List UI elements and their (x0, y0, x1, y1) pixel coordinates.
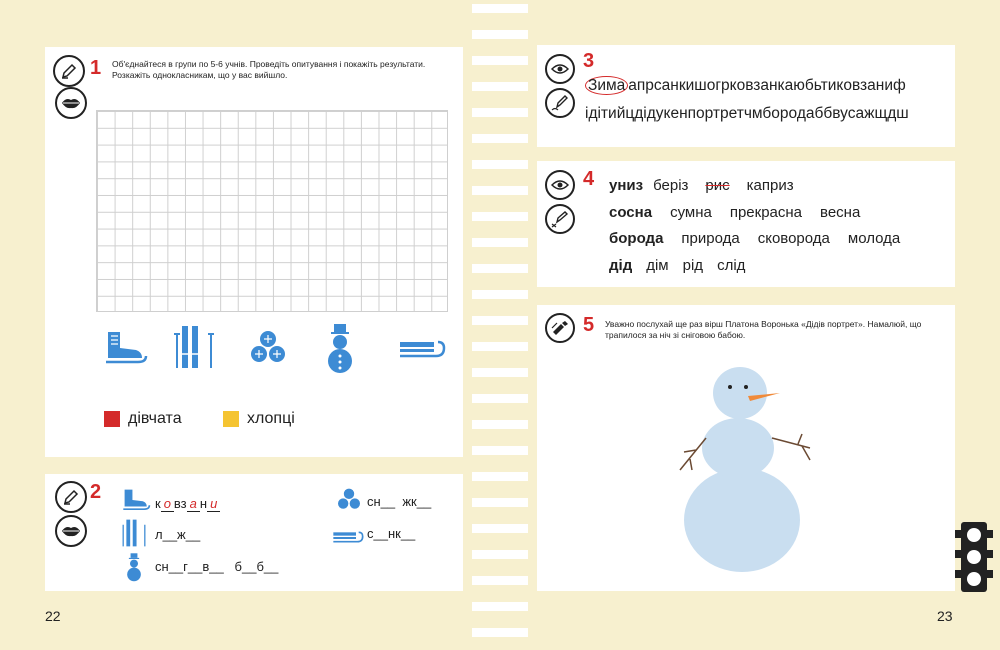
exercise-3-letter-line-1[interactable] (585, 77, 906, 95)
key-word: униз (609, 177, 644, 194)
legend-swatch-girls (104, 411, 120, 427)
page-number-left: 22 (45, 608, 61, 624)
exercise-4-row-2 (609, 204, 860, 221)
filled-letter: и (207, 496, 220, 512)
ice-skate-icon (122, 488, 152, 517)
exercise-5-number: 5 (583, 314, 595, 336)
word[interactable]: весна (820, 204, 861, 221)
exercise-3-number: 3 (583, 50, 595, 72)
word[interactable]: беріз (653, 177, 689, 194)
exercise-1-number: 1 (90, 57, 102, 79)
lips-icon (55, 87, 87, 119)
word[interactable]: природа (681, 230, 740, 247)
word[interactable]: слід (717, 257, 746, 274)
pencil-cross-icon (545, 204, 575, 234)
survey-grid[interactable] (96, 110, 448, 312)
word[interactable]: прекрасна (729, 204, 803, 221)
exercise-2-skis-word[interactable]: л__ж__ (155, 527, 201, 542)
binding-spine (472, 0, 528, 650)
exercise-2-snowballs-word[interactable]: сн__ жк__ (367, 494, 432, 509)
filled-letter: о (161, 496, 174, 512)
letter-sequence: апрсанкишогрковзанкаюбьтиковзаниф (628, 77, 906, 94)
word[interactable]: молода (847, 230, 901, 247)
exercise-4-row-3 (609, 230, 900, 247)
snowman-icon (326, 322, 354, 379)
word[interactable]: дім (646, 257, 669, 274)
word[interactable]: каприз (746, 177, 794, 194)
exercise-1-instruction: Об'єднайтеся в групи по 5-6 учнів. Проведіть опитування і покажіть результати. Розкажіть однокласникам, що у вас вийшло. (112, 59, 426, 80)
snowman-drawing[interactable] (670, 360, 830, 580)
exercise-2-number: 2 (90, 481, 102, 503)
exercise-5-instruction: Уважно послухай ще раз вірш Платона Воронька «Дідів портрет». Намалюй, що трапилося за ніч зі сніговою бабою. (605, 319, 922, 340)
key-word: сосна (609, 204, 653, 221)
snowman-icon (126, 552, 142, 587)
exercise-3-letter-line-2[interactable]: ідітийцдідукенпортретчмбородаббвусажщдш (585, 105, 909, 122)
word-part: вз (173, 496, 187, 511)
legend-swatch-boys (223, 411, 239, 427)
exercise-2-sled-word[interactable]: с__нк__ (367, 526, 416, 541)
ice-skate-icon (104, 330, 150, 371)
exercise-2-snowman-word[interactable]: сн__г__в__ б__б__ (155, 559, 279, 574)
eye-icon (545, 170, 575, 200)
pencil-underline-icon (545, 88, 575, 118)
exercise-2-skate-word[interactable] (155, 496, 220, 511)
sled-icon (398, 336, 446, 367)
left-page (0, 0, 470, 650)
word[interactable]: сковорода (757, 230, 830, 247)
word[interactable]: рід (682, 257, 704, 274)
pencil-icon (55, 481, 87, 513)
exercise-3-card (537, 45, 955, 147)
pencil-icon (53, 55, 85, 87)
brush-pencil-icon (545, 313, 575, 343)
skis-icon (120, 518, 148, 553)
snowballs-icon (337, 488, 361, 515)
right-page (530, 0, 1000, 650)
legend-label-boys: хлопці (247, 410, 295, 427)
lips-icon (55, 515, 87, 547)
struck-word[interactable]: рис (705, 177, 730, 194)
skis-icon (172, 324, 216, 375)
snowballs-icon (250, 330, 286, 369)
eye-icon (545, 54, 575, 84)
exercise-4-number: 4 (583, 168, 595, 190)
sled-icon (332, 528, 364, 551)
word-part: н (199, 496, 208, 511)
legend-label-girls: дівчата (128, 410, 182, 427)
exercise-4-row-4 (609, 257, 745, 274)
page-number-right: 23 (937, 608, 953, 624)
key-word: дід (609, 257, 633, 274)
key-word: борода (609, 230, 664, 247)
word[interactable]: сумна (670, 204, 712, 221)
traffic-light-icon (955, 522, 993, 597)
filled-letter: а (187, 496, 200, 512)
circled-word: Зима (585, 76, 628, 95)
word-part: к (155, 496, 161, 511)
exercise-4-row-1 (609, 177, 794, 194)
